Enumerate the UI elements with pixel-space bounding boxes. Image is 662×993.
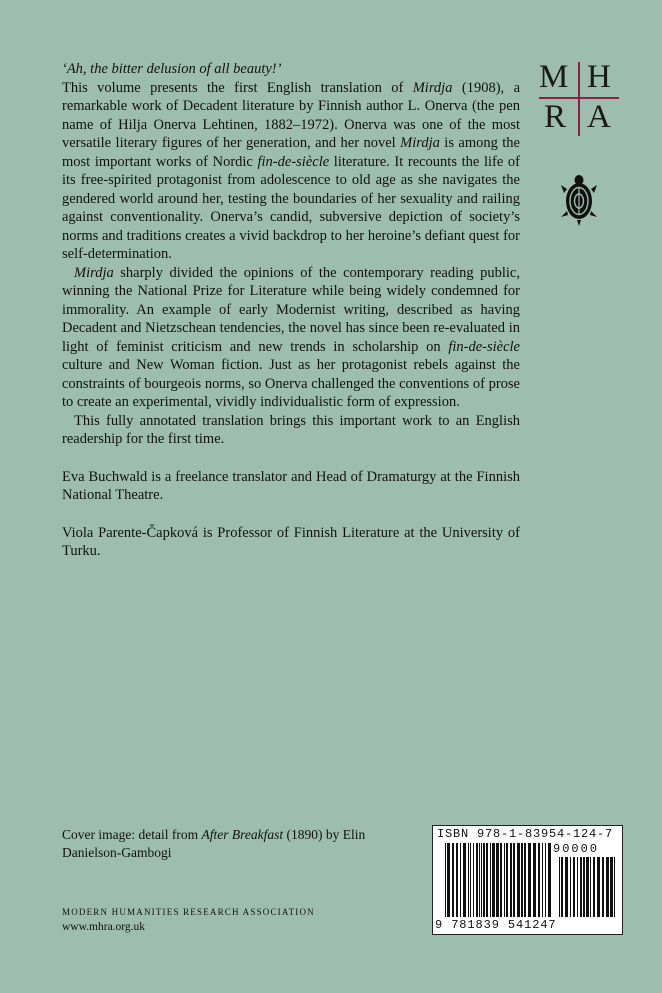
barcode-bar	[476, 843, 478, 917]
emphasis: fin-de-siècle	[448, 338, 520, 355]
barcode-bar	[577, 857, 578, 917]
book-title: Mirdja	[412, 79, 453, 96]
isbn-label: ISBN 978-1-83954-124-7	[437, 827, 614, 841]
barcode-bar	[468, 843, 469, 917]
barcode-bar	[614, 857, 615, 917]
barcode-bar	[481, 843, 482, 917]
text: literature. It recounts the life of its free-spirited protagonist from adolescence to old age as she navigates the gendered world around her, testing the boundaries of her sexuality and railing against conventionality. Onerva’s candid, subversive depiction of society’s norms and traditions creates a vivid backdrop to her heroine’s defiant quest for self-determination.	[62, 153, 520, 262]
barcode-bar	[559, 857, 560, 917]
barcode-bar	[445, 843, 446, 917]
text: is among the most important works of Nordic	[62, 135, 520, 170]
barcode-bar	[583, 857, 585, 917]
barcode-bar	[548, 843, 551, 917]
logo-letter-a: A	[587, 99, 611, 135]
barcode-bar	[538, 843, 540, 917]
barcode-bar	[479, 843, 480, 917]
barcode-bar	[447, 843, 450, 917]
barcode-bar	[542, 843, 543, 917]
barcode-bar	[506, 843, 508, 917]
barcode-bar	[606, 857, 609, 917]
barcode-bar	[573, 857, 575, 917]
text: sharply divided the opinions of the contemporary reading public, winning the National Prize for Literature while being widely condemned for immorality. An example of early Modernist writing, described as having Decadent and Nietzschean tendencies, the novel has since been re-evaluated in light of feminist criticism and new trends in scholarship on	[62, 264, 520, 355]
barcode-bar	[473, 843, 474, 917]
barcode-bar	[510, 843, 512, 917]
barcode-digits: 9 781839 541247	[435, 918, 557, 932]
translator-bio-1: Eva Buchwald is a freelance translator and Head of Dramaturgy at the Finnish National Theatre.	[62, 468, 520, 503]
blurb-paragraph-1	[62, 79, 520, 264]
publisher-name: MODERN HUMANITIES RESEARCH ASSOCIATION	[62, 907, 315, 917]
barcode-bar	[593, 857, 595, 917]
logo-letter-r: R	[544, 99, 567, 135]
barcode-bar	[597, 857, 600, 917]
text: Cover image: detail from	[62, 827, 202, 842]
barcode-bar	[586, 857, 589, 917]
barcode-bar	[483, 843, 485, 917]
logo-letter-m: M	[539, 59, 569, 95]
blurb-paragraph-2	[62, 264, 520, 412]
turtle-icon	[559, 173, 599, 227]
barcode-bar	[463, 843, 466, 917]
barcode-bar	[602, 857, 604, 917]
barcode-bar	[580, 857, 582, 917]
barcode-bar	[470, 843, 471, 917]
barcode-bar	[492, 843, 495, 917]
blurb	[62, 60, 520, 561]
barcode-bar	[456, 843, 458, 917]
price-addon: 90000	[553, 842, 600, 856]
text: This volume presents the first English translation of	[62, 79, 413, 96]
barcode-bar	[452, 843, 454, 917]
barcode-bar	[500, 843, 502, 917]
cover-image-credit	[62, 826, 402, 862]
translator-bio-2: Viola Parente-Čapková is Professor of Finnish Literature at the University of Turku.	[62, 524, 520, 559]
barcode-bar	[565, 857, 568, 917]
barcode-bars	[445, 843, 551, 917]
mhra-logo	[535, 60, 621, 136]
barcode-bar	[570, 857, 571, 917]
barcode-bar	[490, 843, 491, 917]
logo-letter-h: H	[587, 59, 611, 95]
publisher-url: www.mhra.org.uk	[62, 921, 146, 933]
text: culture and New Woman fiction. Just as her protagonist rebels against the constraints of bourgeois norms, so Onerva challenged the conventions of prose to create an experimental, vividly individualistic form of expression.	[62, 357, 520, 410]
addon-barcode-bars	[559, 857, 617, 917]
barcode-bar	[590, 857, 591, 917]
barcode-bar	[524, 843, 526, 917]
barcode-bar	[610, 857, 613, 917]
text: (1890) by Elin Danielson-Gambogi	[62, 827, 366, 860]
painting-title: After Breakfast	[201, 827, 284, 842]
barcode-bar	[460, 843, 461, 917]
emphasis: fin-de-siècle	[257, 153, 330, 170]
text: (1908), a remarkable work of Decadent literature by Finnish author L. Onerva (the pen name of Hilja Onerva Lehtinen, 1882–1972). Onerva was one of the most versatile literary figures of her generation, and her novel	[62, 79, 521, 151]
barcode-bar	[504, 843, 505, 917]
blurb-paragraph-3: This fully annotated translation brings this important work to an English readership for the first time.	[62, 412, 520, 447]
barcode-bar	[517, 843, 520, 917]
barcode-bar	[533, 843, 536, 917]
barcode-bar	[513, 843, 515, 917]
isbn-barcode	[432, 825, 623, 935]
barcode-bar	[496, 843, 499, 917]
barcode-bar	[486, 843, 488, 917]
barcode-bar	[528, 843, 531, 917]
barcode-bar	[521, 843, 523, 917]
barcode-bar	[561, 857, 563, 917]
book-title: Mirdja	[400, 135, 440, 151]
barcode-bar	[545, 843, 546, 917]
epigraph-quote: ‘Ah, the bitter delusion of all beauty!’	[62, 61, 282, 77]
book-title: Mirdja	[74, 264, 114, 281]
